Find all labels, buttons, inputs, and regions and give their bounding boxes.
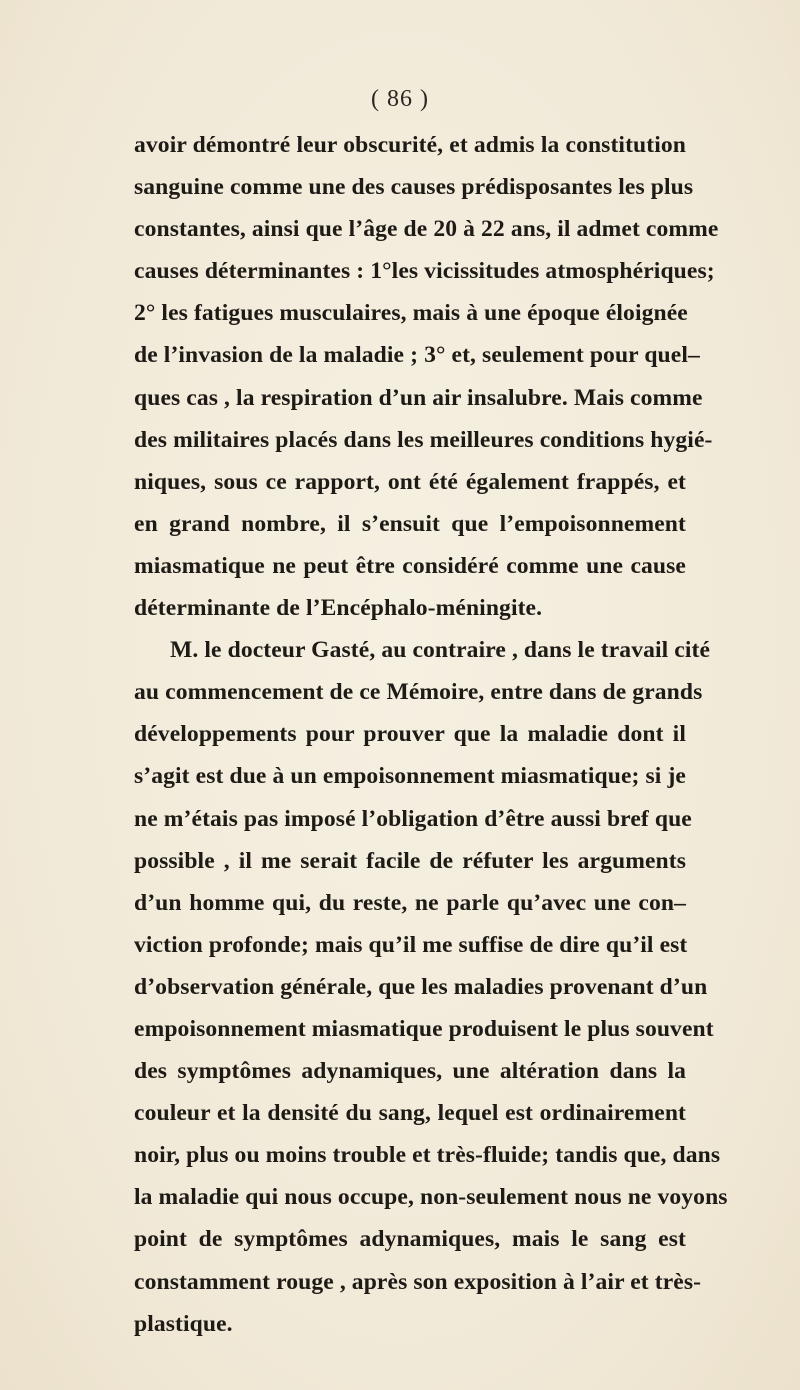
text-line-19: d’un homme qui, du reste, ne parle qu’avec une con– [134, 889, 686, 916]
text-line-4: causes déterminantes : 1°les vicissitudes atmosphériques; [134, 258, 715, 285]
page-number: ( 86 ) [371, 86, 429, 112]
text-line-8: des militaires placés dans les meilleures conditions hygié- [134, 426, 713, 453]
text-line-1: avoir démontré leur obscurité, et admis la constitution [134, 132, 686, 158]
text-line-14: au commencement de ce Mémoire, entre dans de grands [134, 679, 703, 706]
text-line-29: plastique. [134, 1310, 233, 1337]
text-line-9: niques, sous ce rapport, ont été également frappés, et [134, 468, 686, 495]
text-line-6: de l’invasion de la maladie ; 3° et, seulement pour quel– [134, 342, 700, 369]
text-line-2: sanguine comme une des causes prédisposantes les plus [134, 174, 694, 201]
text-line-7: ques cas , la respiration d’un air insalubre. Mais comme [134, 384, 703, 411]
text-line-11: miasmatique ne peut être considéré comme une cause [134, 552, 686, 579]
text-line-27: point de symptômes adynamiques, mais le sang est [134, 1226, 686, 1253]
text-line-18: possible , il me serait facile de réfuter les arguments [134, 847, 686, 874]
text-line-23: des symptômes adynamiques, une altération dans la [134, 1058, 686, 1085]
text-line-17: ne m’étais pas imposé l’obligation d’être aussi bref que [134, 805, 692, 832]
text-line-3: constantes, ainsi que l’âge de 20 à 22 ans, il admet comme [134, 216, 719, 243]
text-line-28: constamment rouge , après son exposition à l’air et très- [134, 1268, 702, 1295]
text-line-22: empoisonnement miasmatique produisent le plus souvent [134, 1015, 714, 1042]
body-text [134, 124, 728, 1345]
text-line-20: viction profonde; mais qu’il me suffise de dire qu’il est [134, 931, 688, 958]
text-line-13: M. le docteur Gasté, au contraire , dans le travail cité [170, 637, 711, 664]
text-line-26: la maladie qui nous occupe, non-seulement nous ne voyons [134, 1184, 728, 1211]
text-line-15: développements pour prouver que la maladie dont il [134, 721, 686, 748]
text-line-12: déterminante de l’Encéphalo-méningite. [134, 595, 543, 622]
text-line-21: d’observation générale, que les maladies provenant d’un [134, 973, 708, 1000]
text-line-16: s’agit est due à un empoisonnement miasmatique; si je [134, 763, 686, 790]
text-line-25: noir, plus ou moins trouble et très-fluide; tandis que, dans [134, 1142, 721, 1169]
text-line-5: 2° les fatigues musculaires, mais à une époque éloignée [134, 300, 688, 327]
text-line-10: en grand nombre, il s’ensuit que l’empoisonnement [134, 510, 686, 537]
text-line-24: couleur et la densité du sang, lequel est ordinairement [134, 1100, 686, 1127]
